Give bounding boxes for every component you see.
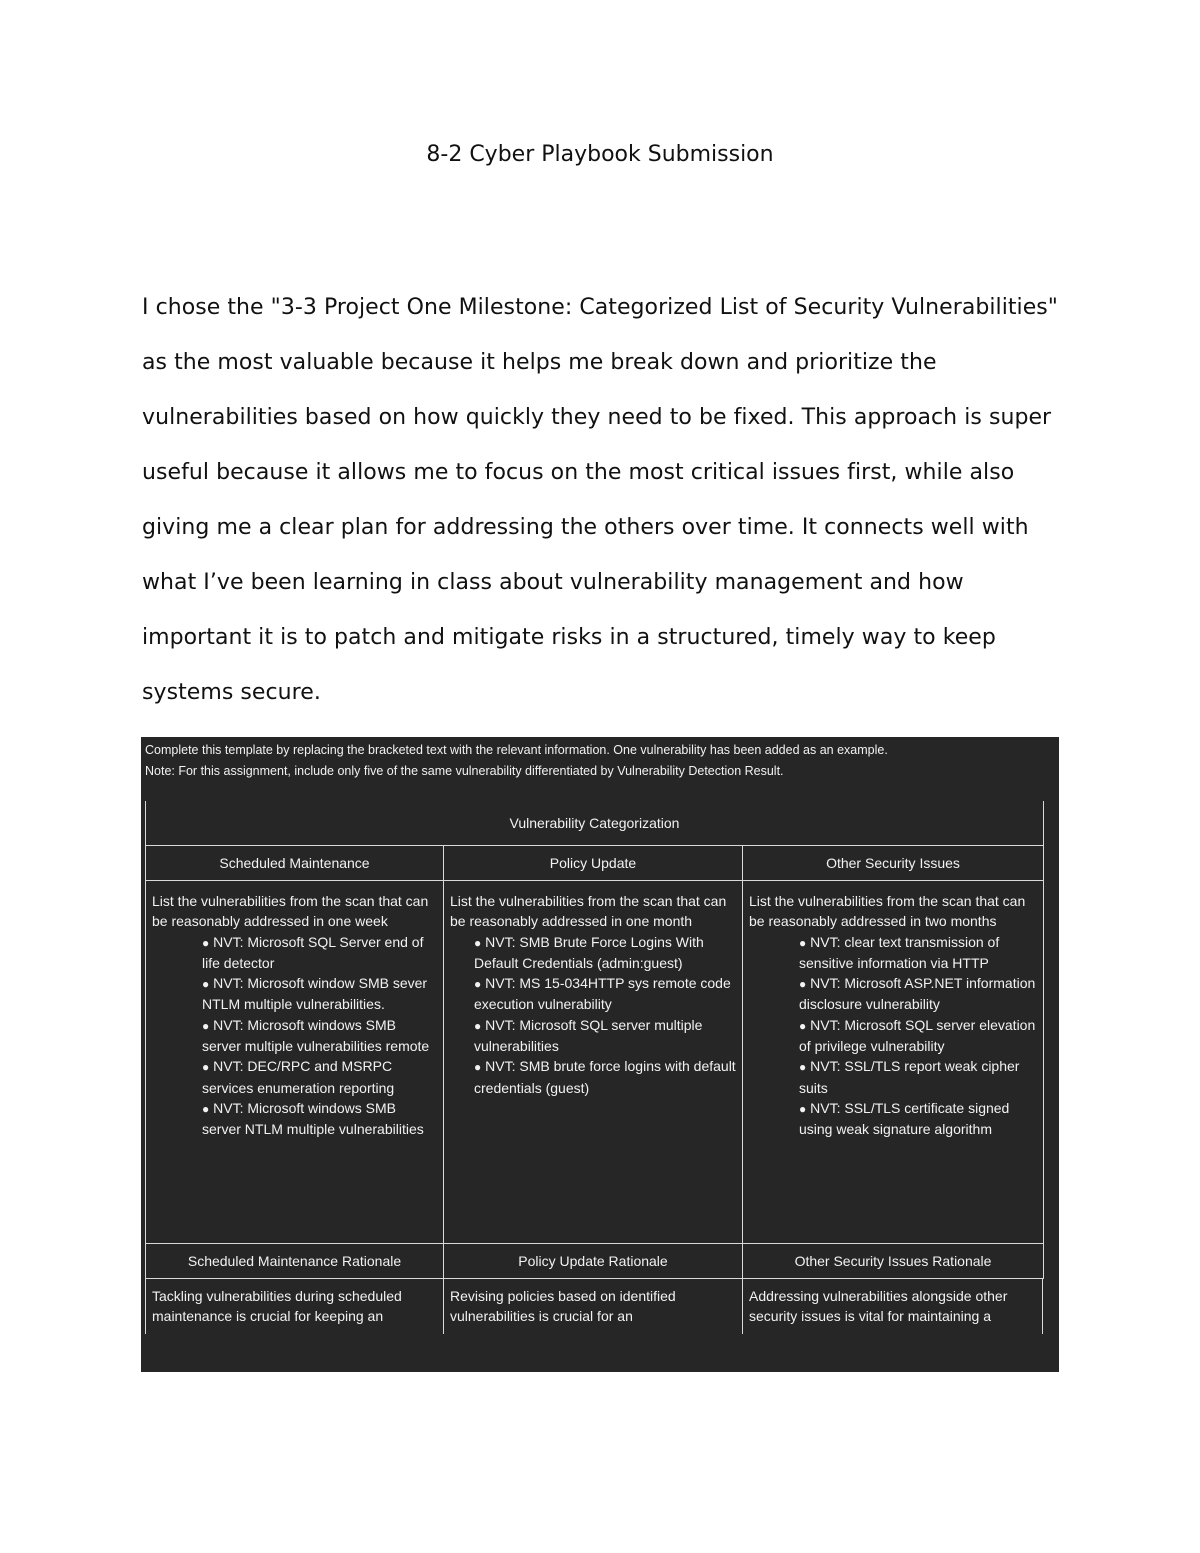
table-title: Vulnerability Categorization [145,801,1044,846]
list-item [202,973,437,1015]
document-title: 8-2 Cyber Playbook Submission [426,142,774,167]
list-item-text: NVT: Microsoft windows SMB server multiple vulnerabilities remote [202,1016,430,1055]
vulnerability-list [450,932,736,1098]
header-other-security-issues: Other Security Issues [826,855,960,871]
list-item-text: NVT: Microsoft windows SMB server NTLM multiple vulnerabilities [202,1099,424,1138]
scheduled-maintenance-cell [146,881,444,1243]
header-policy-update: Policy Update [444,846,743,880]
instruction-line: Complete this template by replacing the bracketed text with the relevant information. One vulnerability has been added as an example. [145,743,888,757]
bullet-icon: ● [474,935,482,950]
bullet-icon: ● [474,977,482,992]
list-item [474,932,736,974]
template-screenshot [141,737,1059,1372]
list-item-text: NVT: Microsoft window SMB sever NTLM multiple vulnerabilities. [202,975,428,1013]
policy-update-rationale: Revising policies based on identified vulnerabilities is crucial for an [444,1279,743,1334]
bullet-icon: ● [474,1060,482,1075]
list-item [202,932,437,974]
bullet-icon: ● [202,935,210,950]
list-item [799,1056,1037,1098]
other-security-issues-cell [743,881,1043,1243]
list-item [799,973,1037,1015]
list-item-text: NVT: DEC/RPC and MSRPC services enumeration reporting [202,1058,395,1096]
column-header-row [145,846,1044,881]
bullet-icon: ● [799,1101,807,1116]
note-line: Note: For this assignment, include only five of the same vulnerability differentiated by Vulnerability Detection Result. [145,764,784,778]
list-item [474,1056,736,1098]
header-other-security-issues-rationale: Other Security Issues Rationale [794,1253,992,1269]
list-item [202,1098,437,1140]
list-item-text: NVT: SSL/TLS report weak cipher suits [799,1058,1020,1096]
header-scheduled-maintenance-rationale: Scheduled Maintenance Rationale [146,1244,444,1278]
bullet-icon: ● [799,1018,807,1033]
header-scheduled-maintenance: Scheduled Maintenance [146,846,444,880]
bullet-icon: ● [202,1060,210,1075]
body-paragraph: I chose the "3-3 Project One Milestone: Categorized List of Security Vulnerabilities" as the most valuable because it helps me break down and prioritize the vulnerabilities based on how quickly they need to be fixed. This approach is super useful because it allows me to focus on the most critical issues first, while also giving me a clear plan for addressing the others over time. It connects well with what I’ve been learning in class about vulnerability management and how important it is to patch and mitigate risks in a structured, timely way to keep systems secure. [142,295,1058,705]
bullet-icon: ● [799,977,807,992]
list-item [202,1015,437,1057]
bullet-icon: ● [474,1018,482,1033]
vulnerability-list-row [145,881,1044,1244]
policy-update-cell [444,881,743,1243]
template-instructions [145,740,1050,782]
list-item-text: NVT: Microsoft SQL server elevation of privilege vulnerability [799,1016,1036,1055]
list-item-text: NVT: Microsoft SQL server multiple vulnerabilities [474,1016,703,1055]
list-item [799,1098,1037,1140]
list-item [474,973,736,1015]
rationale-row [145,1279,1044,1334]
vulnerability-list [749,932,1037,1140]
cell-lead-text: List the vulnerabilities from the scan that can be reasonably addressed in one month [450,893,727,930]
cell-lead-text: List the vulnerabilities from the scan that can be reasonably addressed in one week [152,893,429,930]
header-policy-update-rationale: Policy Update Rationale [444,1244,743,1278]
bullet-icon: ● [799,1060,807,1075]
other-security-issues-rationale: Addressing vulnerabilities alongside other security issues is vital for maintaining a [743,1279,1043,1334]
list-item-text: NVT: MS 15-034HTTP sys remote code execution vulnerability [474,975,731,1013]
list-item [799,1015,1037,1057]
bullet-icon: ● [202,977,210,992]
list-item-text: NVT: SSL/TLS certificate signed using weak signature algorithm [799,1099,1010,1138]
vulnerability-list [152,932,437,1140]
list-item [474,1015,736,1057]
list-item [799,932,1037,974]
list-item-text: NVT: SMB brute force logins with default credentials (guest) [474,1058,736,1096]
cell-lead-text: List the vulnerabilities from the scan that can be reasonably addressed in two months [749,893,1026,930]
rationale-header-row [145,1244,1044,1279]
list-item [202,1056,437,1098]
list-item-text: NVT: Microsoft ASP.NET information disclosure vulnerability [799,975,1036,1013]
scheduled-maintenance-rationale: Tackling vulnerabilities during scheduled maintenance is crucial for keeping an [146,1279,444,1334]
list-item-text: NVT: Microsoft SQL Server end of life detector [202,933,424,971]
list-item-text: NVT: SMB Brute Force Logins With Default Credentials (admin:guest) [474,933,704,971]
list-item-text: NVT: clear text transmission of sensitive information via HTTP [799,933,1000,971]
bullet-icon: ● [202,1101,210,1116]
bullet-icon: ● [799,935,807,950]
bullet-icon: ● [202,1018,210,1033]
